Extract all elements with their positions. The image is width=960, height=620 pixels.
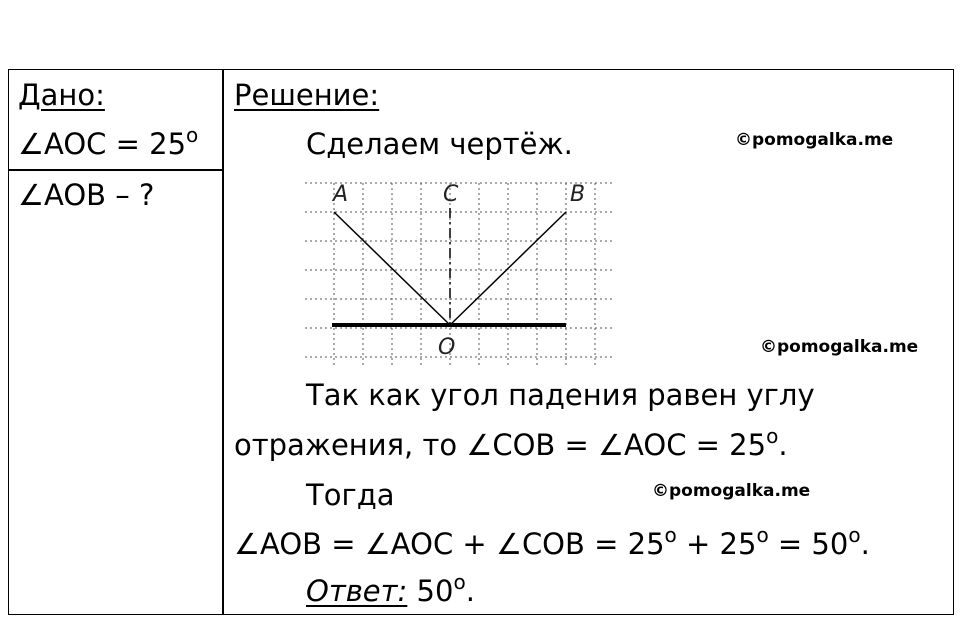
solution-answer: Ответ: 50$^o$. <box>306 570 475 608</box>
angle-symbol: ∠ <box>18 127 44 161</box>
label-c: C <box>443 182 459 207</box>
angle-symbol: ∠ <box>495 527 522 561</box>
grid-lines <box>305 183 615 368</box>
solution-header: Решение: <box>234 78 380 112</box>
given-header: Дано: <box>18 78 105 112</box>
find-angle-aob: ∠AOB – ? <box>18 178 155 212</box>
column-divider <box>222 69 224 615</box>
degree-mark: o <box>453 570 466 594</box>
angle-symbol: ∠ <box>364 527 391 561</box>
given-find-divider <box>8 169 223 171</box>
angle-symbol: ∠ <box>18 178 44 212</box>
watermark-middle: ©pomogalka.me <box>760 337 919 357</box>
angle-symbol: ∠ <box>466 428 493 462</box>
degree-mark: o <box>186 123 199 147</box>
answer-label: Ответ: <box>306 574 408 608</box>
degree-mark: o <box>848 523 861 547</box>
label-b: B <box>570 182 586 207</box>
angle-symbol: ∠ <box>598 428 625 462</box>
angle-symbol: ∠ <box>234 527 260 561</box>
watermark-top: ©pomogalka.me <box>735 130 894 150</box>
watermark-bottom: ©pomogalka.me <box>652 481 811 501</box>
solution-then: Тогда <box>306 478 395 512</box>
given-angle-aoc: ∠AOC = $25^o$ <box>18 123 199 161</box>
solution-line-drawing: Сделаем чертёж. <box>306 127 573 161</box>
degree-mark: o <box>664 523 677 547</box>
solution-calculation: ∠AOB = ∠AOC + ∠COB = $25^o + 25^o = 50^o$. <box>234 523 870 561</box>
solution-reason-line-1: Так как угол падения равен углу <box>306 378 815 412</box>
solution-reason-line-2: отражения, то ∠COB = ∠AOC = $25^o$. <box>234 424 788 462</box>
degree-mark: o <box>756 523 769 547</box>
label-a: A <box>333 182 349 207</box>
label-o: O <box>438 335 456 360</box>
degree-mark: o <box>766 424 779 448</box>
